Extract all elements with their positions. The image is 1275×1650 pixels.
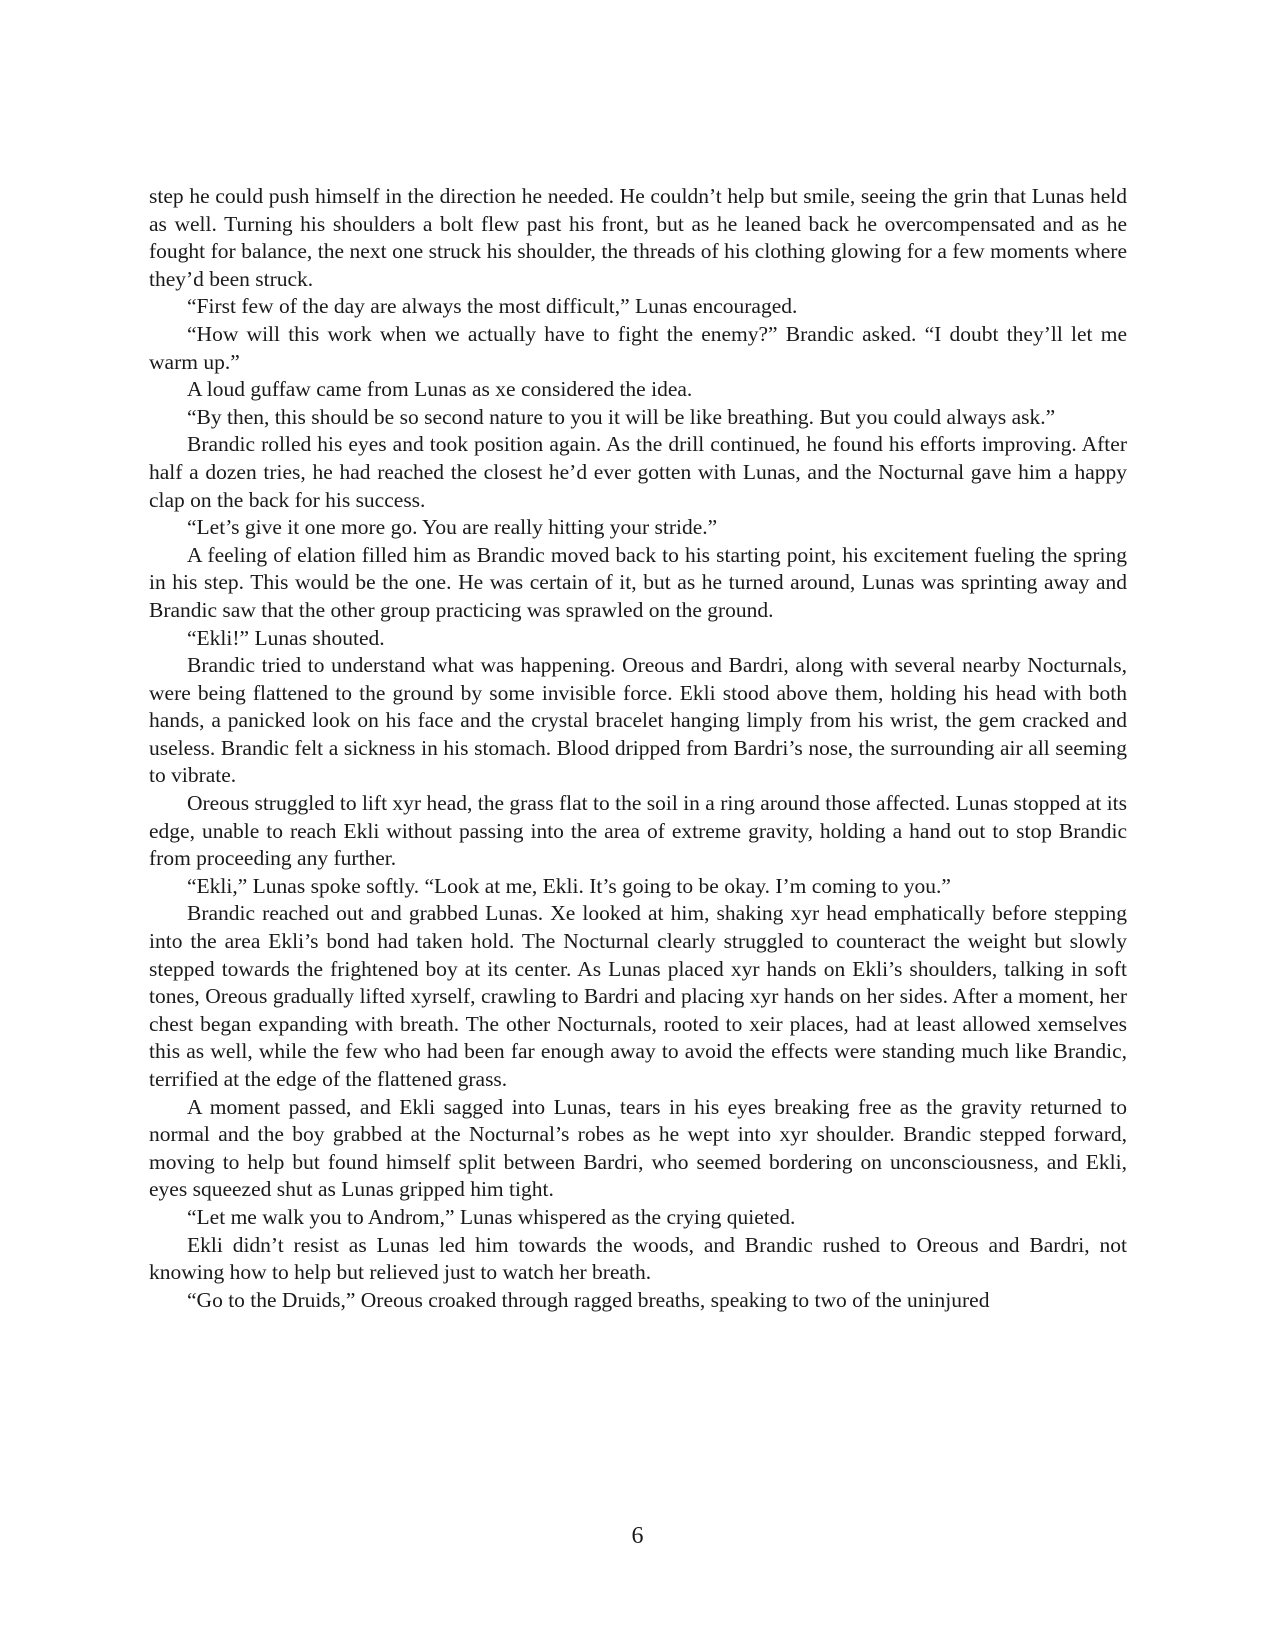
paragraph: Brandic reached out and grabbed Lunas. Xe looked at him, shaking xyr head emphatically before stepping into the area Ekli’s bond had taken hold. The Nocturnal clearly struggled to counteract the weight but slowly stepped towards the frightened boy at its center. As Lunas placed xyr hands on Ekli’s shoulders, talking in soft tones, Oreous gradually lifted xyrself, crawling to Bardri and placing xyr hands on her sides. After a moment, her chest began expanding with breath. The other Nocturnals, rooted to xeir places, had at least allowed xemselves this as well, while the few who had been far enough away to avoid the effects were standing much like Brandic, terrified at the edge of the flattened grass. bbox=[149, 901, 1127, 1091]
paragraph: “Go to the Druids,” Oreous croaked through ragged breaths, speaking to two of the uninjured bbox=[187, 1287, 990, 1312]
paragraph: Brandic tried to understand what was happening. Oreous and Bardri, along with several nearby Nocturnals, were being flattened to the ground by some invisible force. Ekli stood above them, holding his head with both hands, a panicked look on his face and the crystal bracelet hanging limply from his wrist, the gem cracked and useless. Brandic felt a sickness in his stomach. Blood dripped from Bardri’s nose, the surrounding air all seeming to vibrate. bbox=[149, 653, 1127, 788]
paragraph: A feeling of elation filled him as Brandic moved back to his starting point, his excitement fueling the spring in his step. This would be the one. He was certain of it, but as he turned around, Lunas was sprinting away and Brandic saw that the other group practicing was sprawled on the ground. bbox=[149, 542, 1127, 622]
paragraph: “First few of the day are always the most difficult,” Lunas encouraged. bbox=[187, 294, 798, 319]
paragraph: “How will this work when we actually have to fight the enemy?” Brandic asked. “I doubt they’ll let me warm up.” bbox=[149, 321, 1127, 374]
paragraph: A loud guffaw came from Lunas as xe considered the idea. bbox=[187, 377, 693, 402]
paragraph: A moment passed, and Ekli sagged into Lunas, tears in his eyes breaking free as the gravity returned to normal and the boy grabbed at the Nocturnal’s robes as he wept into xyr shoulder. Brandic stepped forward, moving to help but found himself split between Bardri, who seemed bordering on unconsciousness, and Ekli, eyes squeezed shut as Lunas gripped him tight. bbox=[149, 1094, 1127, 1202]
paragraph: Oreous struggled to lift xyr head, the grass flat to the soil in a ring around those affected. Lunas stopped at its edge, unable to reach Ekli without passing into the area of extreme gravity, holding a hand out to stop Brandic from proceeding any further. bbox=[149, 791, 1128, 871]
paragraph: “Let me walk you to Androm,” Lunas whispered as the crying quieted. bbox=[187, 1204, 796, 1229]
paragraph: “Let’s give it one more go. You are really hitting your stride.” bbox=[187, 515, 718, 540]
page-number: 6 bbox=[631, 1523, 644, 1549]
body-text bbox=[149, 183, 1127, 1314]
paragraph: “Ekli!” Lunas shouted. bbox=[187, 625, 385, 650]
paragraph: Ekli didn’t resist as Lunas led him towards the woods, and Brandic rushed to Oreous and Bardri, not knowing how to help but relieved just to watch her breath. bbox=[149, 1232, 1127, 1285]
paragraph: “By then, this should be so second nature to you it will be like breathing. But you could always ask.” bbox=[187, 404, 1056, 429]
paragraph: Brandic rolled his eyes and took position again. As the drill continued, he found his efforts improving. After half a dozen tries, he had reached the closest he’d ever gotten with Lunas, and the Nocturnal gave him a happy clap on the back for his success. bbox=[149, 432, 1127, 512]
paragraph: “Ekli,” Lunas spoke softly. “Look at me, Ekli. It’s going to be okay. I’m coming to you.” bbox=[187, 873, 951, 898]
paragraph: step he could push himself in the direction he needed. He couldn’t help but smile, seeing the grin that Lunas held as well. Turning his shoulders a bolt flew past his front, but as he leaned back he overcompensated and as he fought for balance, the next one struck his shoulder, the threads of his clothing glowing for a few moments where they’d been struck. bbox=[149, 184, 1127, 291]
